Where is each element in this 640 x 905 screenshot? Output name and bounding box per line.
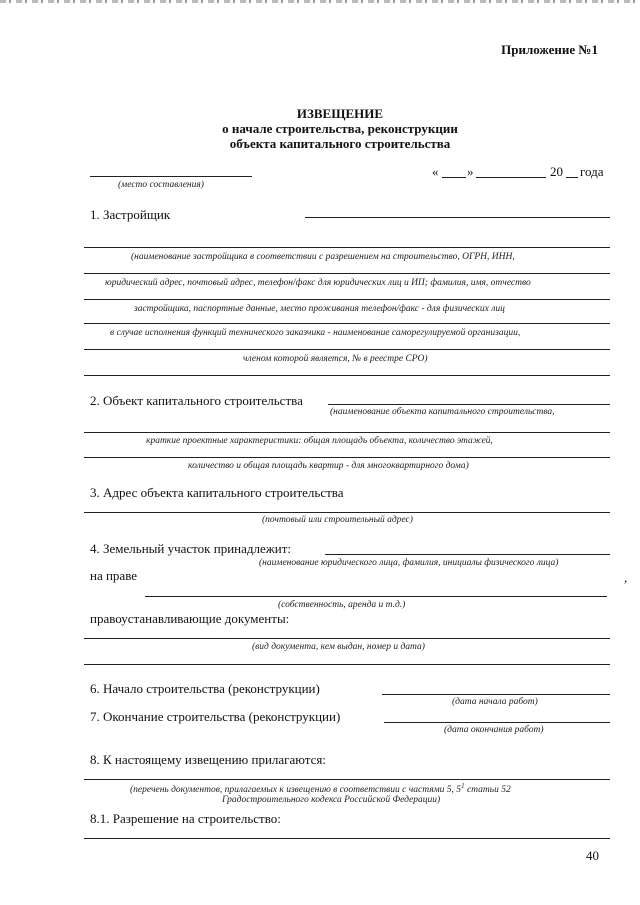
s2-field[interactable]: [328, 404, 610, 405]
s6-hint: (дата начала работ): [452, 697, 538, 707]
s6-label: 6. Начало строительства (реконструкции): [90, 681, 320, 696]
s7-label: 7. Окончание строительства (реконструкции): [90, 709, 341, 724]
s1-hint-5: членом которой является, № в реестре СРО): [243, 354, 428, 364]
s81-label: 8.1. Разрешение на строительство:: [90, 811, 281, 826]
date-month-field[interactable]: [476, 177, 546, 178]
s4-owner-field[interactable]: [325, 554, 610, 555]
s3-label: 3. Адрес объекта капитального строительства: [90, 485, 344, 500]
s3-field[interactable]: [84, 512, 610, 513]
s1-line-1[interactable]: [84, 247, 610, 248]
s4-owner-hint: (наименование юридического лица, фамилия, инициалы физического лица): [259, 558, 559, 568]
s8-hint-1-sup: 1: [461, 782, 465, 790]
s1-line-5[interactable]: [84, 349, 610, 350]
s4-docs-field[interactable]: [84, 638, 610, 639]
appendix-label: Приложение №1: [501, 42, 598, 57]
title-main: ИЗВЕЩЕНИЕ: [296, 106, 384, 121]
s4-docs-label: правоустанавливающие документы:: [90, 611, 290, 626]
date-day-field[interactable]: [442, 177, 466, 178]
s8-hint-1-a: (перечень документов, прилагаемых к извещению в соответствии с частями 5, 5: [130, 785, 462, 796]
page-number: 40: [586, 848, 599, 863]
s4-docs-hint: (вид документа, кем выдан, номер и дата): [252, 642, 425, 652]
s7-hint: (дата окончания работ): [444, 725, 544, 735]
title-sub2: объекта капитального строительства: [229, 136, 451, 151]
date-close-quote: »: [467, 164, 474, 179]
s8-field[interactable]: [84, 779, 610, 780]
s2-line-2[interactable]: [84, 457, 610, 458]
date-year-suffix: года: [580, 164, 604, 179]
title-sub1: о начале строительства, реконструкции: [222, 121, 458, 136]
s4-docs-line-2[interactable]: [84, 664, 610, 665]
s4-comma: ,: [624, 570, 628, 585]
date-year-prefix: 20: [550, 164, 563, 179]
s1-hint-2: юридический адрес, почтовый адрес, телефон/факс для юридических лиц и ИП; фамилия, имя, отчество: [105, 278, 531, 288]
s4-right-field[interactable]: [145, 596, 607, 597]
place-hint: (место составления): [118, 180, 204, 190]
s1-line-6[interactable]: [84, 375, 610, 376]
s1-label: 1. Застройщик: [90, 207, 171, 222]
place-field[interactable]: [90, 176, 252, 177]
s1-hint-3: застройщика, паспортные данные, место проживания телефон/факс - для физических лиц: [134, 304, 505, 314]
s4-right-hint: (собственность, аренда и т.д.): [278, 600, 406, 610]
s1-line-4[interactable]: [84, 323, 610, 324]
s6-field[interactable]: [382, 694, 610, 695]
s1-hint-4: в случае исполнения функций технического заказчика - наименование саморегулируемой организации,: [110, 328, 521, 338]
s7-field[interactable]: [384, 722, 610, 723]
s4-right-label: на праве: [90, 568, 138, 583]
s1-line-2[interactable]: [84, 273, 610, 274]
s8-hint-1-b: статьи 52: [464, 785, 511, 796]
s8-label: 8. К настоящему извещению прилагаются:: [90, 752, 327, 767]
s4-label: 4. Земельный участок принадлежит:: [90, 541, 291, 556]
scan-artifact: [0, 0, 640, 3]
s8-hint-1: [130, 782, 511, 795]
s1-line-3[interactable]: [84, 299, 610, 300]
s8-hint-2: Градостроительного кодекса Российской Федерации): [222, 795, 441, 805]
s81-field[interactable]: [84, 838, 610, 839]
s1-field[interactable]: [305, 217, 610, 218]
s2-hint-2: краткие проектные характеристики: общая площадь объекта, количество этажей,: [146, 436, 493, 446]
s1-hint-1: (наименование застройщика в соответствии с разрешением на строительство, ОГРН, ИНН,: [131, 252, 515, 262]
s2-line-1[interactable]: [84, 432, 610, 433]
date-year-field[interactable]: [566, 177, 578, 178]
date-open-quote: «: [432, 164, 439, 179]
s3-hint: (почтовый или строительный адрес): [262, 515, 413, 525]
s2-hint-1: (наименование объекта капитального строительства,: [330, 407, 555, 417]
s2-hint-3: количество и общая площадь квартир - для многоквартирного дома): [188, 461, 469, 471]
s2-label: 2. Объект капитального строительства: [90, 393, 303, 408]
